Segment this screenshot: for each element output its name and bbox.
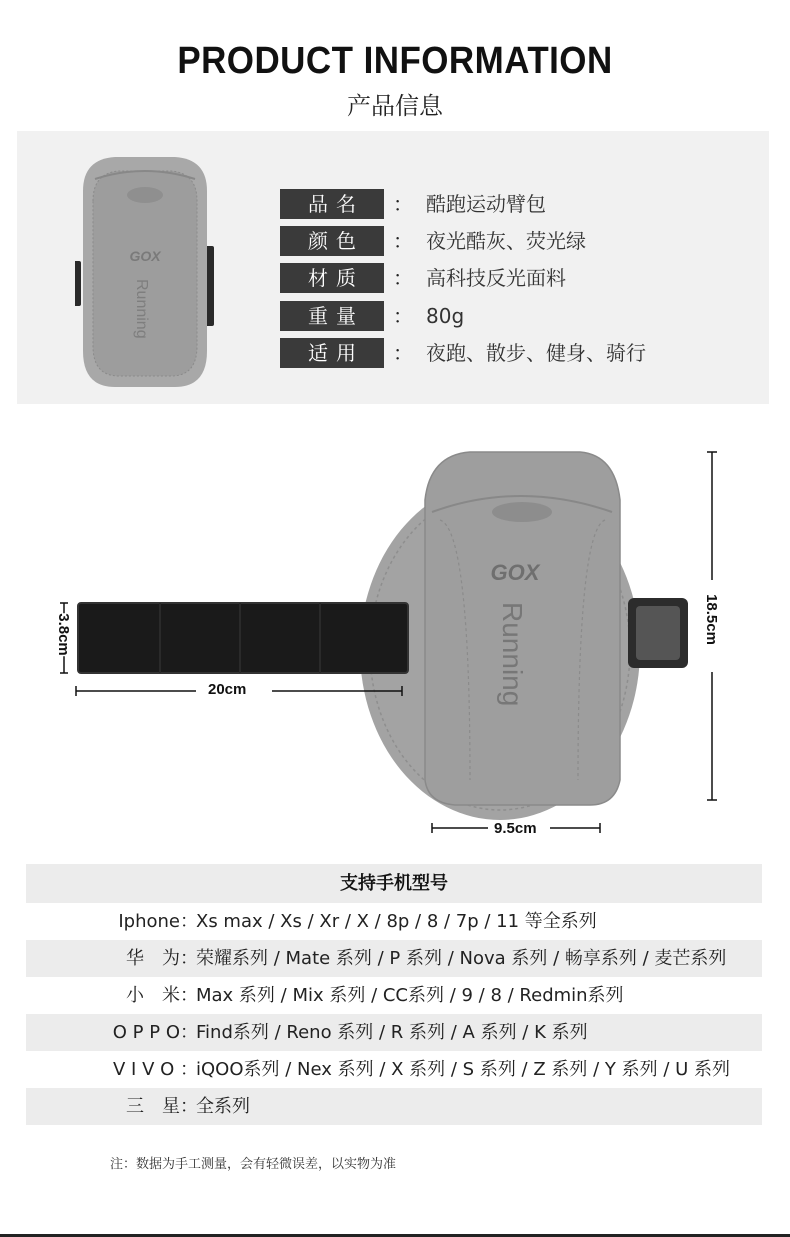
row-models: Max 系列 / Mix 系列 / CC系列 / 9 / 8 / Redmin系列 — [196, 985, 624, 1006]
page-subtitle: 产品信息 — [347, 92, 443, 120]
thumb-logo: GOX — [129, 248, 161, 264]
info-key: 颜色 — [280, 226, 384, 256]
strap — [78, 603, 408, 673]
info-colon: ： — [393, 229, 413, 253]
row-brand: 华 为： — [126, 948, 198, 969]
info-value: 80g — [426, 304, 465, 328]
phone-compat-table — [26, 864, 762, 1125]
info-colon: ： — [393, 266, 413, 290]
bag-running: Running — [497, 602, 528, 707]
row-models: 荣耀系列 / Mate 系列 / P 系列 / Nova 系列 / 畅享系列 / 麦芒系列 — [196, 948, 727, 969]
row-models: Xs max / Xs / Xr / X / 8p / 8 / 7p / 11 等全系列 — [196, 911, 597, 932]
measurement-note: 注：数据为手工测量，会有轻微误差，以实物为准 — [110, 1157, 397, 1172]
info-value: 夜跑、散步、健身、骑行 — [426, 341, 646, 365]
info-colon: ： — [393, 304, 413, 328]
row-models: iQOO系列 / Nex 系列 / X 系列 / S 系列 / Z 系列 / Y 系列 / U 系列 — [196, 1059, 731, 1080]
bag-width-label: 9.5cm — [494, 820, 537, 837]
info-value: 酷跑运动臂包 — [426, 192, 546, 216]
info-row-material — [280, 263, 750, 293]
table-row — [26, 940, 762, 977]
info-key: 适用 — [280, 338, 384, 368]
info-value: 高科技反光面料 — [426, 266, 566, 290]
bag-height-label: 18.5cm — [702, 594, 720, 645]
table-row — [26, 977, 762, 1014]
row-brand: 小 米： — [126, 985, 198, 1006]
info-key: 品名 — [280, 189, 384, 219]
table-row — [26, 903, 762, 940]
info-colon: ： — [393, 192, 413, 216]
info-colon: ： — [393, 341, 413, 365]
product-info-panel — [17, 131, 769, 404]
row-models: Find系列 / Reno 系列 / R 系列 / A 系列 / K 系列 — [196, 1022, 588, 1043]
thumb-running: Running — [133, 279, 150, 339]
row-brand: V I V O ： — [113, 1059, 198, 1080]
page-title: PRODUCT INFORMATION — [177, 40, 613, 82]
table-row — [26, 1051, 762, 1088]
row-brand: O P P O： — [112, 1022, 198, 1043]
armband-thumbnail — [75, 151, 215, 391]
bag-logo: GOX — [490, 560, 540, 585]
table-row — [26, 1088, 762, 1125]
row-brand: Iphone： — [118, 911, 198, 932]
table-row — [26, 1014, 762, 1051]
info-row-weight — [280, 301, 750, 331]
info-row-usage — [280, 338, 750, 368]
table-heading: 支持手机型号 — [26, 864, 762, 903]
strap-length-label: 20cm — [208, 681, 247, 698]
info-key: 材质 — [280, 263, 384, 293]
info-row-name — [280, 189, 750, 219]
row-models: 全系列 — [196, 1096, 250, 1117]
info-key: 重量 — [280, 301, 384, 331]
info-value: 夜光酷灰、荧光绿 — [426, 229, 586, 253]
strap-width-label: 3.8cm — [54, 613, 72, 656]
info-row-color — [280, 226, 750, 256]
row-brand: 三 星： — [126, 1096, 198, 1117]
dimension-diagram — [0, 420, 790, 850]
